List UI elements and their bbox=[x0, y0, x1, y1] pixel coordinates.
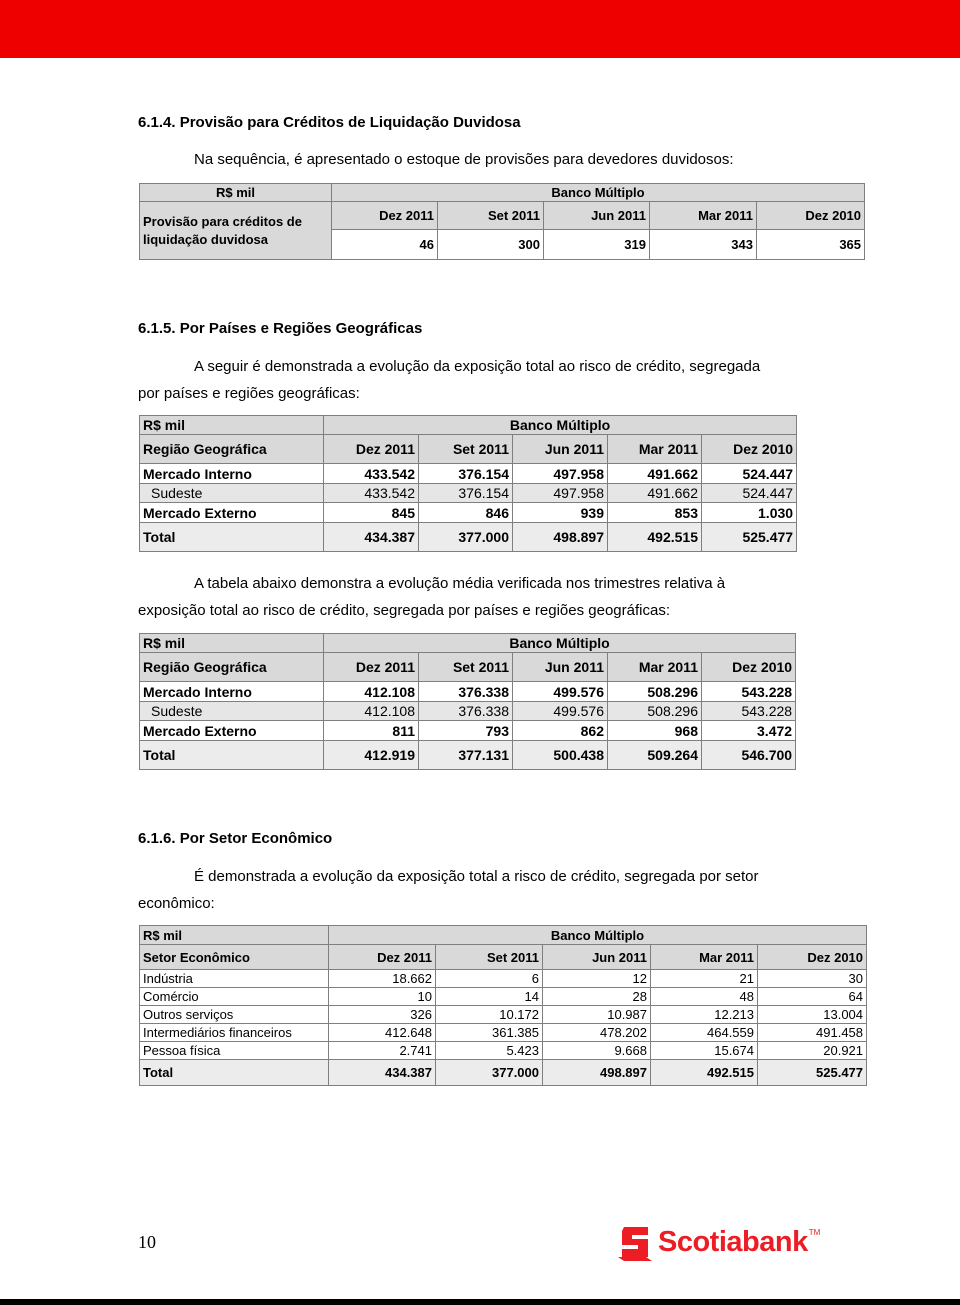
table-cell: 365 bbox=[757, 230, 865, 260]
table-cell: 543.228 bbox=[702, 702, 796, 721]
table-cell: 10.172 bbox=[436, 1006, 543, 1024]
table-row-total bbox=[140, 523, 797, 552]
table-cell: 968 bbox=[608, 721, 702, 741]
table-cell: 464.559 bbox=[651, 1024, 758, 1042]
table-cell: 377.000 bbox=[436, 1060, 543, 1086]
row-label bbox=[140, 202, 332, 260]
period-header: Dez 2010 bbox=[702, 653, 796, 682]
period-header: Mar 2011 bbox=[651, 945, 758, 970]
table-cell: 524.447 bbox=[702, 484, 797, 503]
table-cell: 18.662 bbox=[329, 970, 436, 988]
period-header: Dez 2011 bbox=[332, 202, 438, 230]
period-header: Jun 2011 bbox=[513, 653, 608, 682]
period-header: Set 2011 bbox=[419, 653, 513, 682]
paragraph-line: exposição total ao risco de crédito, segregada por países e regiões geográficas: bbox=[138, 602, 670, 619]
table-cell: 361.385 bbox=[436, 1024, 543, 1042]
section-title-6-1-4: 6.1.4. Provisão para Créditos de Liquidação Duvidosa bbox=[138, 114, 521, 131]
table-cell: 377.000 bbox=[419, 523, 513, 552]
table-row bbox=[140, 988, 867, 1006]
group-header: Banco Múltiplo bbox=[329, 926, 867, 945]
table-cell: 524.447 bbox=[702, 464, 797, 484]
table-row bbox=[140, 464, 797, 484]
table-cell: 412.648 bbox=[329, 1024, 436, 1042]
row-label-line1: Provisão para créditos de bbox=[143, 213, 302, 229]
row-label-line2: liquidação duvidosa bbox=[143, 231, 268, 247]
table-cell: 543.228 bbox=[702, 682, 796, 702]
section-title-6-1-5: 6.1.5. Por Países e Regiões Geográficas bbox=[138, 320, 423, 337]
table-row bbox=[140, 721, 796, 741]
scotiabank-logo bbox=[618, 1222, 820, 1262]
period-header: Set 2011 bbox=[419, 435, 513, 464]
table-cell: 5.423 bbox=[436, 1042, 543, 1060]
table-cell: 498.897 bbox=[513, 523, 608, 552]
table-cell: 6 bbox=[436, 970, 543, 988]
period-header: Dez 2010 bbox=[758, 945, 867, 970]
group-header: Banco Múltiplo bbox=[332, 184, 865, 202]
table-cell: 793 bbox=[419, 721, 513, 741]
table-cell: 20.921 bbox=[758, 1042, 867, 1060]
period-header: Dez 2011 bbox=[324, 435, 419, 464]
table-cell: 28 bbox=[543, 988, 651, 1006]
period-header: Set 2011 bbox=[436, 945, 543, 970]
table-cell: 478.202 bbox=[543, 1024, 651, 1042]
table-cell: 491.458 bbox=[758, 1024, 867, 1042]
row-header: Região Geográfica bbox=[140, 653, 324, 682]
table-cell: 377.131 bbox=[419, 741, 513, 770]
period-header: Mar 2011 bbox=[608, 653, 702, 682]
table-cell: 498.897 bbox=[543, 1060, 651, 1086]
row-label: Pessoa física bbox=[140, 1042, 329, 1060]
row-label: Intermediários financeiros bbox=[140, 1024, 329, 1042]
table-cell: 12.213 bbox=[651, 1006, 758, 1024]
row-label: Mercado Interno bbox=[140, 464, 324, 484]
table-cell: 497.958 bbox=[513, 484, 608, 503]
trademark-mark: TM bbox=[808, 1228, 821, 1237]
table-cell: 21 bbox=[651, 970, 758, 988]
row-label: Mercado Interno bbox=[140, 682, 324, 702]
table-cell: 9.668 bbox=[543, 1042, 651, 1060]
table-cell: 15.674 bbox=[651, 1042, 758, 1060]
period-header: Dez 2011 bbox=[329, 945, 436, 970]
table-cell: 491.662 bbox=[608, 484, 702, 503]
paragraph-line: por países e regiões geográficas: bbox=[138, 385, 360, 402]
row-label: Sudeste bbox=[140, 702, 324, 721]
table-cell: 46 bbox=[332, 230, 438, 260]
table-row bbox=[140, 702, 796, 721]
table-row bbox=[140, 484, 797, 503]
table-cell: 376.338 bbox=[419, 682, 513, 702]
table-cell: 343 bbox=[650, 230, 757, 260]
table-cell: 939 bbox=[513, 503, 608, 523]
regional-average-table bbox=[139, 633, 796, 770]
table-cell: 300 bbox=[438, 230, 544, 260]
table-cell: 412.108 bbox=[324, 682, 419, 702]
period-header: Jun 2011 bbox=[544, 202, 650, 230]
table-cell: 492.515 bbox=[608, 523, 702, 552]
period-header: Dez 2011 bbox=[324, 653, 419, 682]
row-label: Comércio bbox=[140, 988, 329, 1006]
table-row bbox=[140, 503, 797, 523]
table-cell: 434.387 bbox=[324, 523, 419, 552]
table-cell: 12 bbox=[543, 970, 651, 988]
footer-black-line bbox=[0, 1299, 960, 1305]
table-cell: 376.154 bbox=[419, 484, 513, 503]
table-cell: 64 bbox=[758, 988, 867, 1006]
table-cell: 500.438 bbox=[513, 741, 608, 770]
paragraph-line: É demonstrada a evolução da exposição total a risco de crédito, segregada por setor bbox=[194, 868, 759, 885]
table-row bbox=[140, 682, 796, 702]
paragraph-line: A tabela abaixo demonstra a evolução média verificada nos trimestres relativa à bbox=[194, 575, 726, 592]
period-header: Set 2011 bbox=[438, 202, 544, 230]
unit-label: R$ mil bbox=[140, 926, 329, 945]
table-cell: 499.576 bbox=[513, 702, 608, 721]
provision-table bbox=[139, 183, 865, 260]
table-cell: 509.264 bbox=[608, 741, 702, 770]
table-cell: 1.030 bbox=[702, 503, 797, 523]
page-number: 10 bbox=[138, 1232, 156, 1252]
table-cell: 492.515 bbox=[651, 1060, 758, 1086]
table-row-total bbox=[140, 741, 796, 770]
period-header: Jun 2011 bbox=[543, 945, 651, 970]
table-cell: 845 bbox=[324, 503, 419, 523]
table-cell: 491.662 bbox=[608, 464, 702, 484]
table-row bbox=[140, 1006, 867, 1024]
unit-label: R$ mil bbox=[140, 416, 324, 435]
table-cell: 434.387 bbox=[329, 1060, 436, 1086]
table-cell: 3.472 bbox=[702, 721, 796, 741]
section-paragraph-6-1-6 bbox=[138, 863, 822, 917]
table-cell: 10.987 bbox=[543, 1006, 651, 1024]
unit-label: R$ mil bbox=[140, 634, 324, 653]
section-paragraph-average bbox=[138, 570, 822, 624]
table-cell: 433.542 bbox=[324, 464, 419, 484]
table-cell: 14 bbox=[436, 988, 543, 1006]
group-header: Banco Múltiplo bbox=[324, 634, 796, 653]
table-cell: 525.477 bbox=[758, 1060, 867, 1086]
table-cell: 13.004 bbox=[758, 1006, 867, 1024]
table-cell: 546.700 bbox=[702, 741, 796, 770]
table-cell: 2.741 bbox=[329, 1042, 436, 1060]
section-paragraph-6-1-5 bbox=[138, 353, 822, 407]
table-row-total bbox=[140, 1060, 867, 1086]
row-label: Mercado Externo bbox=[140, 721, 324, 741]
row-header: Setor Econômico bbox=[140, 945, 329, 970]
row-label: Total bbox=[140, 1060, 329, 1086]
period-header: Mar 2011 bbox=[608, 435, 702, 464]
table-cell: 48 bbox=[651, 988, 758, 1006]
row-label: Total bbox=[140, 523, 324, 552]
section-title-6-1-6: 6.1.6. Por Setor Econômico bbox=[138, 830, 333, 847]
table-row bbox=[140, 1042, 867, 1060]
unit-label: R$ mil bbox=[140, 184, 332, 202]
table-cell: 319 bbox=[544, 230, 650, 260]
paragraph-line: A seguir é demonstrada a evolução da exposição total ao risco de crédito, segregada bbox=[194, 358, 761, 375]
table-cell: 862 bbox=[513, 721, 608, 741]
regional-exposure-table bbox=[139, 415, 797, 552]
table-cell: 499.576 bbox=[513, 682, 608, 702]
table-cell: 376.338 bbox=[419, 702, 513, 721]
period-header: Dez 2010 bbox=[702, 435, 797, 464]
table-cell: 525.477 bbox=[702, 523, 797, 552]
period-header: Mar 2011 bbox=[650, 202, 757, 230]
row-header: Região Geográfica bbox=[140, 435, 324, 464]
table-cell: 10 bbox=[329, 988, 436, 1006]
table-cell: 497.958 bbox=[513, 464, 608, 484]
sector-exposure-table bbox=[139, 925, 867, 1086]
table-row bbox=[140, 1024, 867, 1042]
table-cell: 433.542 bbox=[324, 484, 419, 503]
brand-name: Scotiabank bbox=[658, 1225, 808, 1258]
paragraph-line: econômico: bbox=[138, 895, 215, 912]
row-label: Mercado Externo bbox=[140, 503, 324, 523]
row-label: Outros serviços bbox=[140, 1006, 329, 1024]
table-cell: 846 bbox=[419, 503, 513, 523]
table-cell: 853 bbox=[608, 503, 702, 523]
header-red-bar bbox=[0, 0, 960, 58]
table-cell: 508.296 bbox=[608, 702, 702, 721]
row-label: Total bbox=[140, 741, 324, 770]
scotiabank-s-icon bbox=[618, 1223, 652, 1261]
table-cell: 811 bbox=[324, 721, 419, 741]
table-row bbox=[140, 970, 867, 988]
table-cell: 326 bbox=[329, 1006, 436, 1024]
table-cell: 30 bbox=[758, 970, 867, 988]
table-cell: 508.296 bbox=[608, 682, 702, 702]
section-intro-6-1-4: Na sequência, é apresentado o estoque de provisões para devedores duvidosos: bbox=[194, 151, 734, 168]
period-header: Jun 2011 bbox=[513, 435, 608, 464]
row-label: Indústria bbox=[140, 970, 329, 988]
table-cell: 412.919 bbox=[324, 741, 419, 770]
table-cell: 412.108 bbox=[324, 702, 419, 721]
table-cell: 376.154 bbox=[419, 464, 513, 484]
group-header: Banco Múltiplo bbox=[324, 416, 797, 435]
period-header: Dez 2010 bbox=[757, 202, 865, 230]
row-label: Sudeste bbox=[140, 484, 324, 503]
